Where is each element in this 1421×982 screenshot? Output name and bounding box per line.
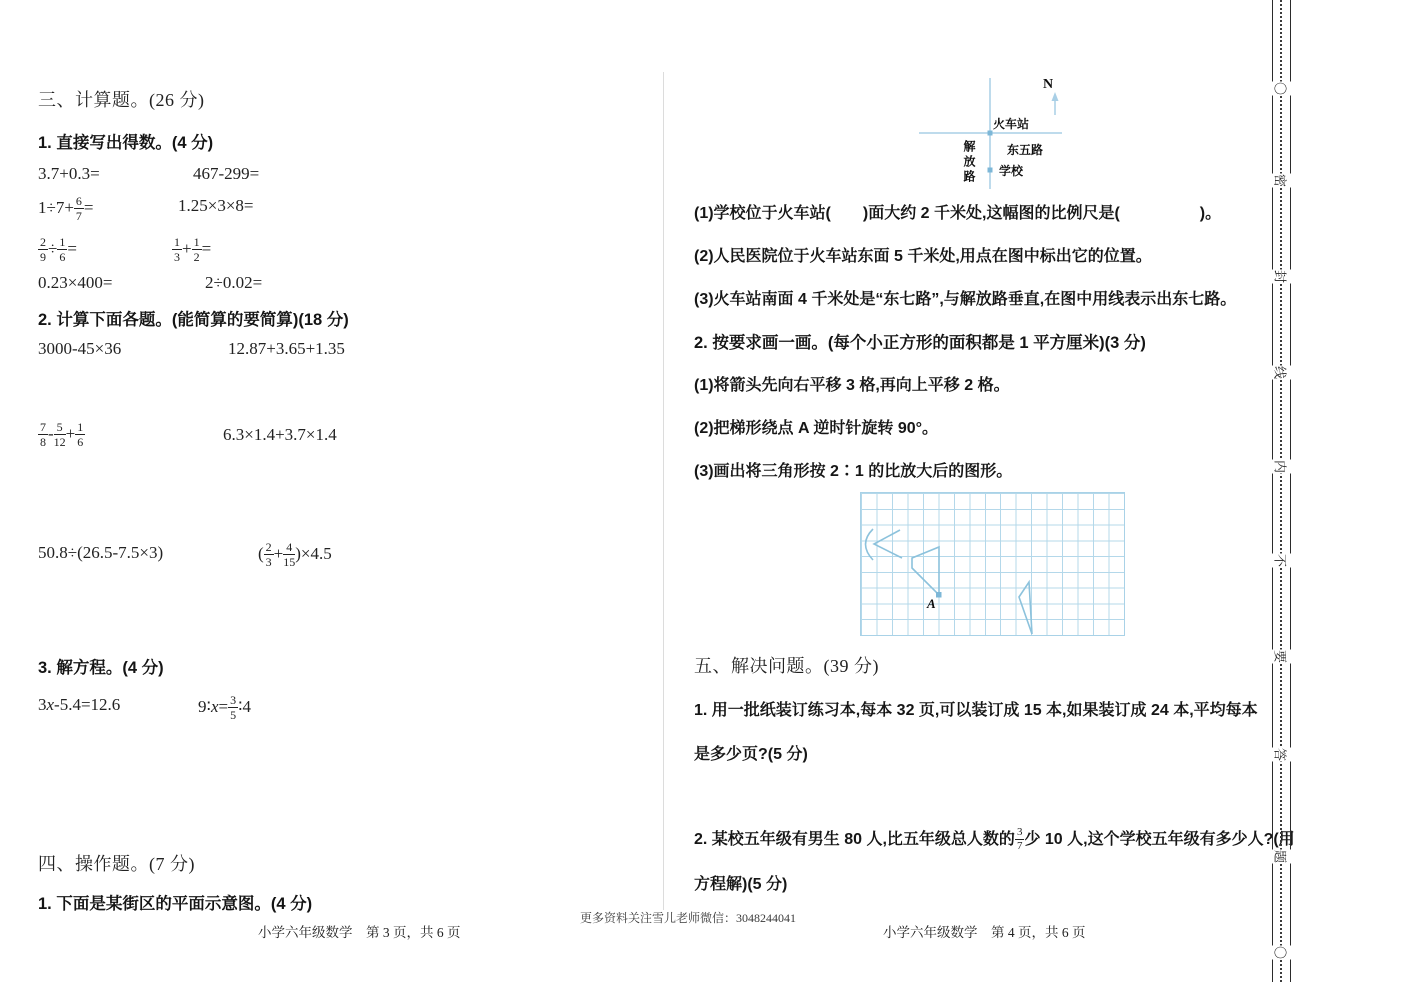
- expression: 1÷7+ $\frac{6}{7}$ =: [38, 194, 94, 223]
- seal-char-feng: 封: [1268, 270, 1293, 284]
- q2-item-1: (1)将箭头先向右平移 3 格,再向上平移 2 格。: [694, 377, 1010, 394]
- rotation-point-label: A: [927, 596, 936, 611]
- problem-2-line-2: 方程解)(5 分): [694, 876, 788, 893]
- expression: $\frac{1}{3}$ + $\frac{1}{2}$ =: [174, 235, 212, 264]
- watermark-contact: 更多资料关注雪儿老师微信：3048244041: [580, 911, 797, 925]
- station-label: 火车站: [993, 117, 1030, 131]
- rotation-point-marker: [936, 592, 942, 598]
- seal-char-yao: 要: [1268, 650, 1293, 664]
- expression: $\frac{7}{8}$ - $\frac{5}{12}$ + $\frac{1}{6}$: [40, 420, 84, 449]
- seal-char-circle: 〇: [1268, 82, 1293, 96]
- expression: 6.3×1.4+3.7×1.4: [223, 425, 337, 444]
- arrow-shape: [866, 529, 874, 560]
- page-divider-line: [663, 72, 664, 910]
- paper-edge-line: [1290, 0, 1291, 982]
- school-dot: [988, 168, 993, 173]
- seal-char-circle: 〇: [1268, 946, 1293, 960]
- problem-2-text-after: 少 10 人,这个学校五年级有多少人?(用: [1024, 831, 1295, 848]
- north-arrow-head: [1052, 92, 1059, 101]
- section-5-heading: 五、解决问题。(39 分): [694, 656, 879, 676]
- q1-heading: 1. 直接写出得数。(4 分): [38, 134, 214, 152]
- problem-1-line-1: 1. 用一批纸装订练习本,每本 32 页,可以装订成 15 本,如果装订成 24 本,平均每本: [694, 702, 1258, 719]
- q1-item-2: (2)人民医院位于火车站东面 5 千米处,用点在图中标出它的位置。: [694, 248, 1152, 265]
- q2-item-3: (3)画出将三角形按 2∶1 的比放大后的图形。: [694, 463, 1013, 480]
- section-3-heading: 三、计算题。(26 分): [38, 90, 205, 110]
- station-dot: [988, 131, 993, 136]
- triangle-shape: [1019, 582, 1032, 634]
- expression: $\frac{2}{9}$ ÷ $\frac{1}{6}$ =: [40, 235, 77, 264]
- equation: 9∶x= $\frac{3}{5}$ ∶4: [198, 693, 252, 722]
- seal-char-da: 答: [1268, 748, 1293, 762]
- expression: ( $\frac{2}{3}$ + $\frac{4}{15}$ )×4.5: [258, 540, 332, 569]
- problem-1-line-2: 是多少页?(5 分): [694, 746, 808, 763]
- section-4-heading: 四、操作题。(7 分): [38, 854, 195, 874]
- problem-2-text-before: 2. 某校五年级有男生 80 人,比五年级总人数的: [694, 831, 1015, 848]
- expression: 0.23×400=: [38, 273, 113, 292]
- seal-char-ti: 题: [1268, 850, 1293, 864]
- expression: 50.8÷(26.5-7.5×3): [38, 543, 164, 562]
- north-label: N: [1043, 77, 1054, 92]
- q1-item-1: (1)学校位于火车站( )面大约 2 千米处,这幅图的比例尺是( )。: [694, 205, 1222, 222]
- section-4-q1-heading: 1. 下面是某街区的平面示意图。(4 分): [38, 895, 313, 913]
- problem-2-line-1: [694, 826, 1295, 852]
- road-north-south-label: 解放路: [962, 140, 976, 185]
- grid-shapes: [861, 493, 1124, 635]
- seal-inner-border-line: [1272, 0, 1273, 982]
- expression: 3.7+0.3=: [38, 164, 100, 183]
- equation: 3x-5.4=12.6: [38, 695, 121, 714]
- expression: 467-299=: [193, 164, 260, 183]
- q1-item-3: (3)火车站南面 4 千米处是“东七路”,与解放路垂直,在图中用线表示出东七路。: [694, 291, 1237, 308]
- seal-char-nei: 内: [1268, 460, 1293, 474]
- expression: 12.87+3.65+1.35: [228, 339, 345, 358]
- page-3-footer: 小学六年级数学 第 3 页，共 6 页: [258, 925, 461, 940]
- arrow-shape: [874, 530, 902, 558]
- q2-heading: 2. 按要求画一画。(每个小正方形的面积都是 1 平方厘米)(3 分): [694, 334, 1146, 352]
- seal-char-mi: 密: [1268, 174, 1293, 188]
- seal-char-bu: 不: [1268, 554, 1293, 568]
- school-label: 学校: [999, 164, 1024, 178]
- expression: 1.25×3×8=: [178, 196, 254, 215]
- seal-dashed-line: [1280, 0, 1282, 982]
- q3-heading: 3. 解方程。(4 分): [38, 659, 164, 677]
- drawing-grid: [860, 492, 1125, 636]
- street-map-diagram: [915, 75, 1075, 195]
- q2-heading: 2. 计算下面各题。(能简算的要简算)(18 分): [38, 311, 349, 329]
- page-4-footer: 小学六年级数学 第 4 页，共 6 页: [883, 925, 1086, 940]
- fraction-three-sevenths: $\frac{3}{7}$: [1016, 826, 1023, 852]
- street-map-lines: [915, 75, 1075, 195]
- road-east-west-label: 东五路: [1007, 143, 1044, 157]
- trapezoid-shape: [912, 547, 939, 595]
- q2-item-2: (2)把梯形绕点 A 逆时针旋转 90°。: [694, 420, 939, 437]
- expression: 2÷0.02=: [205, 273, 263, 292]
- expression: 3000-45×36: [38, 339, 122, 358]
- seal-char-xian: 线: [1268, 366, 1293, 380]
